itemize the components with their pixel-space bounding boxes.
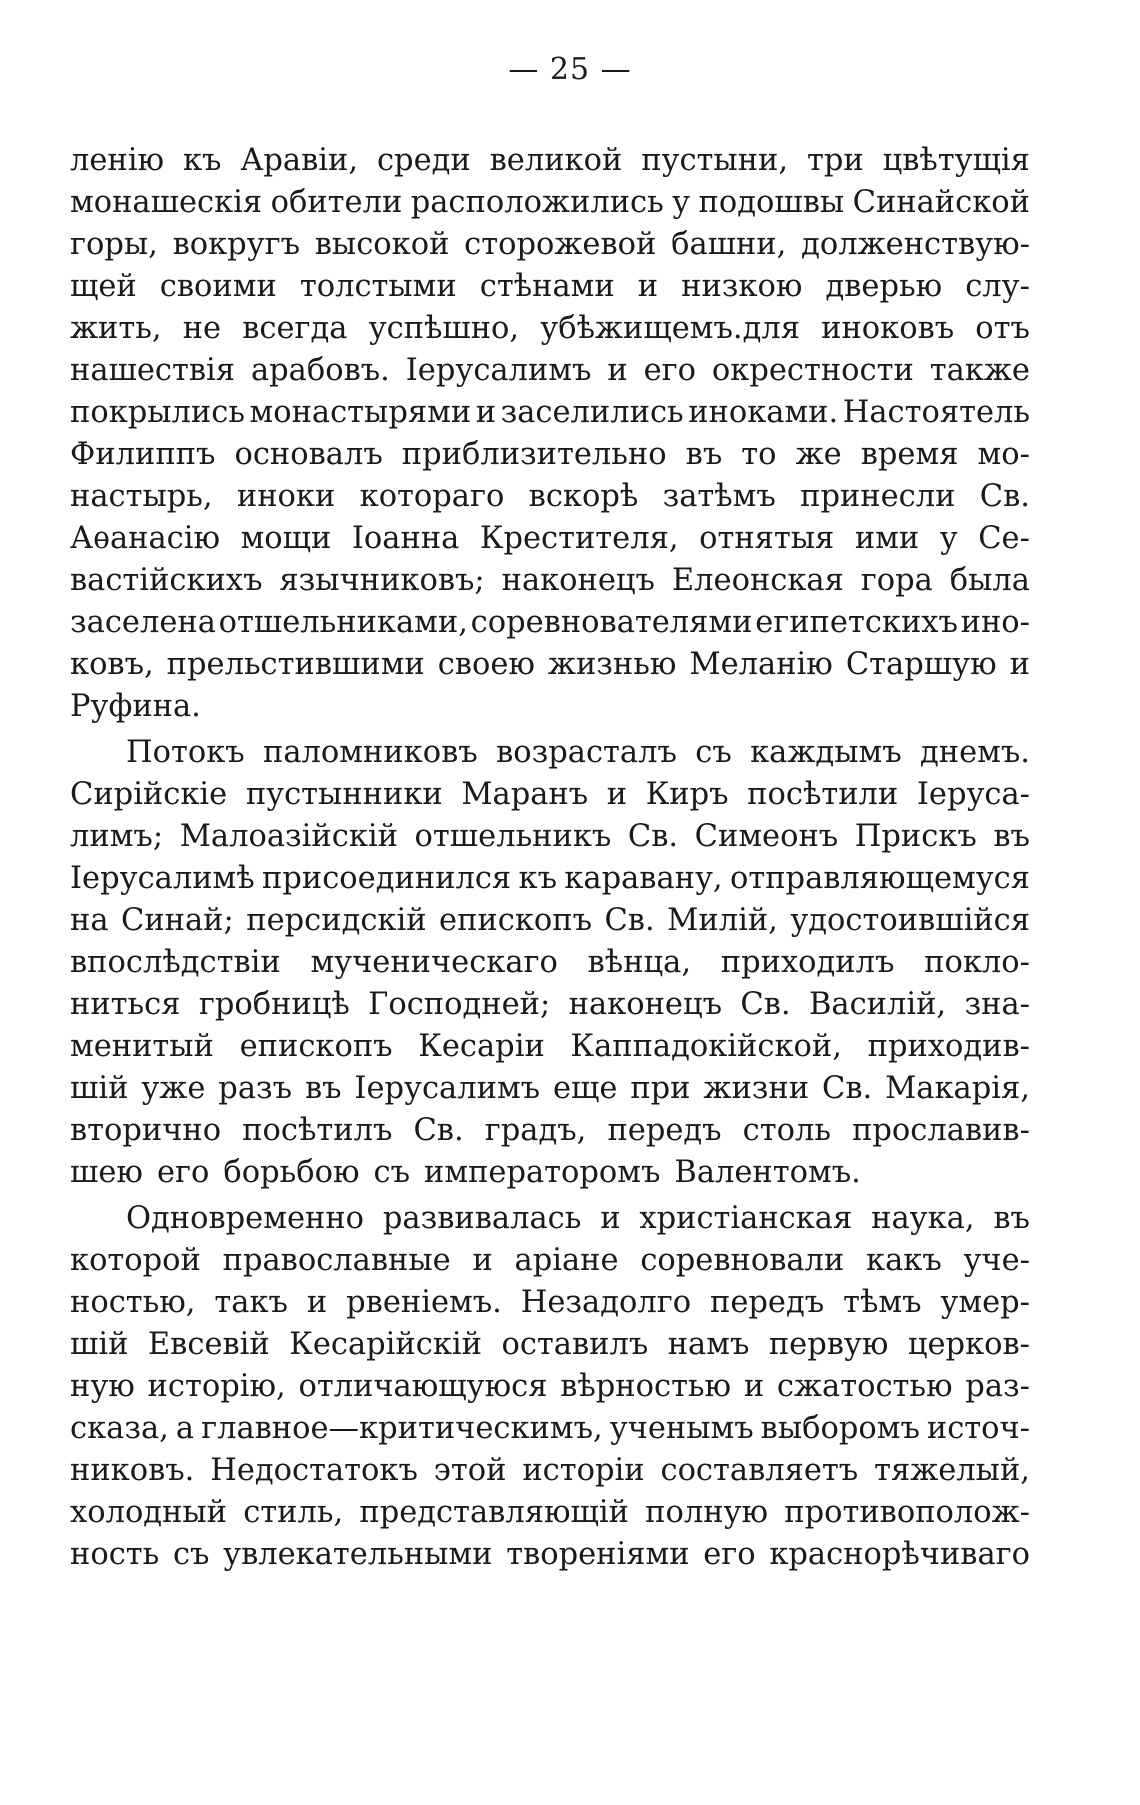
text-line: жить, не всегда успѣшно, убѣжищемъ.для иноковъ отъ	[70, 311, 1030, 346]
text-line: которой православные и аріане соревновали какъ уче-	[70, 1243, 1030, 1278]
paragraph	[70, 732, 1030, 1194]
text-line: нашествія арабовъ. Іерусалимъ и его окрестности также	[70, 353, 1030, 388]
text-line: монашескія обители расположились у подошвы Синайской	[70, 185, 1030, 220]
text-line: Потокъ паломниковъ возрасталъ съ каждымъ днемъ.	[126, 735, 1030, 770]
text-line: вастійскихъ язычниковъ; наконецъ Елеонская гора была	[70, 563, 1030, 598]
text-line: Филиппъ основалъ приблизительно въ то же время мо-	[70, 437, 1030, 472]
text-line: шій уже разъ въ Іерусалимъ еще при жизни Св. Макарія,	[70, 1071, 1030, 1106]
text-line: Руфина.	[70, 689, 201, 724]
text-line: вторично посѣтилъ Св. градъ, передъ столь прославив-	[70, 1113, 1030, 1148]
text-line: настырь, иноки котораго вскорѣ затѣмъ принесли Св.	[70, 479, 1030, 514]
text-line: ковъ, прельстившими своею жизнью Меланію Старшую и	[70, 647, 1030, 682]
text-line: ность съ увлекательными твореніями его краснорѣчиваго	[70, 1537, 1030, 1572]
text-line: ленію къ Аравіи, среди великой пустыни, три цвѣтущія	[70, 143, 1030, 178]
text-line: сказа, а главное—критическимъ, ученымъ выборомъ источ-	[70, 1411, 1030, 1446]
text-line: Сирійскіе пустынники Маранъ и Киръ посѣтили Іеруса-	[70, 777, 1030, 812]
text-line: лимъ; Малоазійскій отшельникъ Св. Симеонъ Прискъ въ	[70, 819, 1030, 854]
text-line: ностью, такъ и рвеніемъ. Незадолго передъ тѣмъ умер-	[70, 1285, 1030, 1320]
paragraph	[70, 140, 1030, 728]
text-line: ную исторію, отличающуюся вѣрностью и сжатостью раз-	[70, 1369, 1030, 1404]
text-line: никовъ. Недостатокъ этой исторіи составляетъ тяжелый,	[70, 1453, 1030, 1488]
text-line: щей своими толстыми стѣнами и низкою дверью слу-	[70, 269, 1030, 304]
text-line: покрылись монастырями и заселились иноками. Настоятель	[70, 395, 1030, 430]
text-line: горы, вокругъ высокой сторожевой башни, долженствую-	[70, 227, 1030, 262]
page-number: — 25 —	[508, 52, 632, 87]
text-line: впослѣдствіи мученическаго вѣнца, приходилъ покло-	[70, 945, 1030, 980]
text-line: на Синай; персидскій епископъ Св. Милій, удостоившійся	[70, 903, 1030, 938]
text-line: шій Евсевій Кесарійскій оставилъ намъ первую церков-	[70, 1327, 1030, 1362]
text-line: шею его борьбою съ императоромъ Валентомъ.	[70, 1155, 861, 1190]
body-text	[70, 140, 1030, 1576]
text-line: Одновременно развивалась и христіанская наука, въ	[126, 1201, 1030, 1236]
text-line: менитый епископъ Кесаріи Каппадокійской, приходив-	[70, 1029, 1030, 1064]
text-line: Аѳанасію мощи Іоанна Крестителя, отнятыя ими у Се-	[70, 521, 1030, 556]
text-line: холодный стиль, представляющій полную противополож-	[70, 1495, 1030, 1530]
text-line: Іерусалимѣ присоединился къ каравану, отправляющемуся	[70, 861, 1030, 896]
paragraph	[70, 1198, 1030, 1576]
text-line: заселена отшельниками, соревнователями египетскихъ ино-	[70, 605, 1030, 640]
text-line: ниться гробницѣ Господней; наконецъ Св. Василій, зна-	[70, 987, 1030, 1022]
